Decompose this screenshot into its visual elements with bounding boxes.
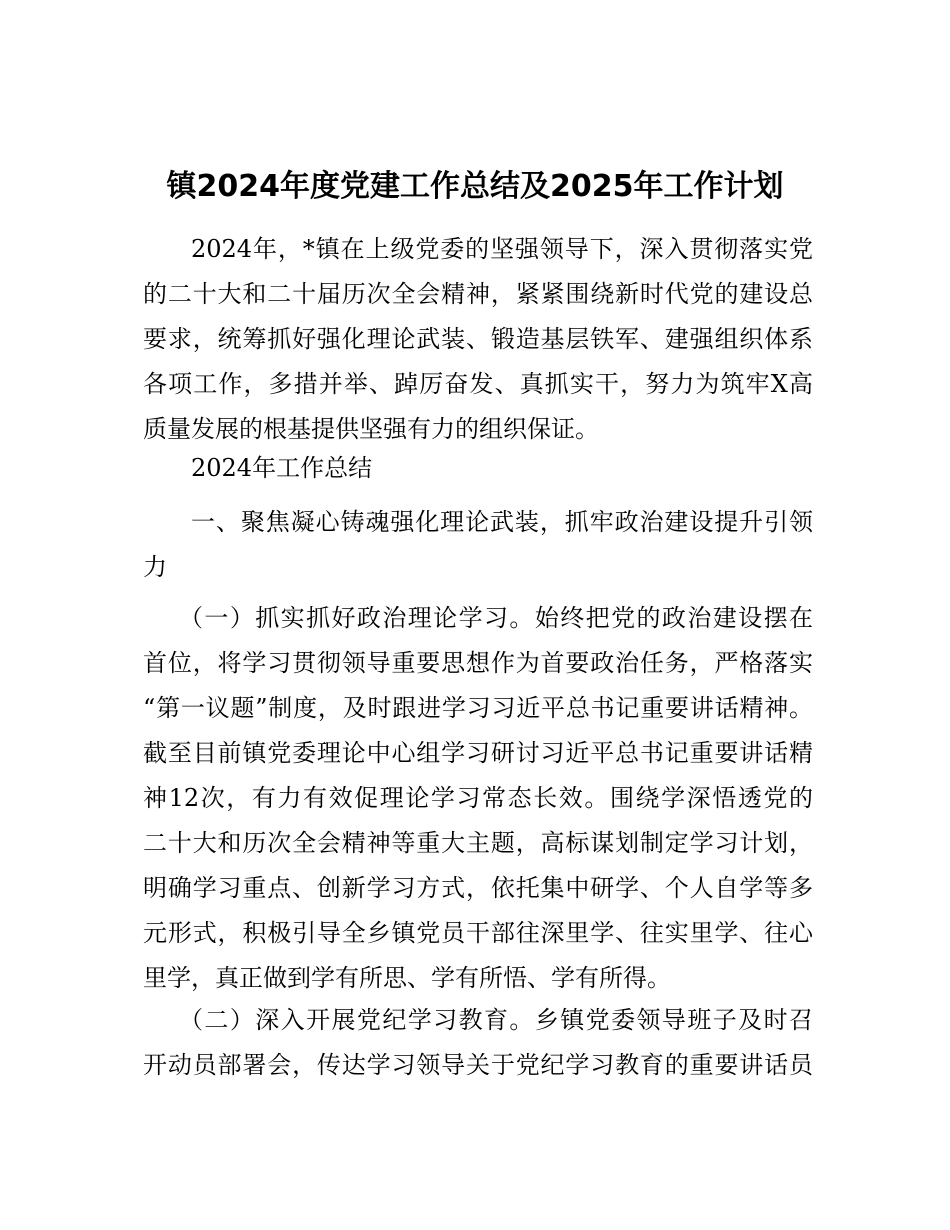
paragraph-line: 元形式，积极引导全乡镇党员干部往深里学、往实里学、往心	[143, 919, 813, 947]
paragraph-line: 质量发展的根基提供坚强有力的组织保证。	[143, 415, 599, 443]
heading-line: 力	[143, 553, 167, 581]
paragraph-line: 里学，真正做到学有所思、学有所悟、学有所得。	[143, 964, 671, 992]
paragraph-line: 2024年，*镇在上级党委的坚强领导下，深入贯彻落实党	[191, 235, 813, 263]
heading-line: 2024年工作总结	[191, 454, 373, 482]
document-title: 镇2024年度党建工作总结及2025年工作计划	[166, 169, 784, 204]
paragraph-line: “第一议题”制度，及时跟进学习习近平总书记重要讲话精神。	[143, 694, 813, 722]
paragraph-line: 神12次，有力有效促理论学习常态长效。围绕学深悟透党的	[143, 784, 813, 812]
subsection-paragraph-1	[143, 596, 813, 1001]
paragraph-line: （一）抓实抓好政治理论学习。始终把党的政治建设摆在	[179, 604, 813, 632]
subsection-paragraph-2	[143, 998, 813, 1088]
paragraph-line: 首位，将学习贯彻领导重要思想作为首要政治任务，严格落实	[143, 649, 813, 677]
paragraph-line: 的二十大和二十届历次全会精神，紧紧围绕新时代党的建设总	[143, 280, 813, 308]
heading-line: 一、聚焦凝心铸魂强化理论武装，抓牢政治建设提升引领	[191, 508, 813, 536]
paragraph-line: 明确学习重点、创新学习方式，依托集中研学、个人自学等多	[143, 874, 813, 902]
paragraph-line: 开动员部署会，传达学习领导关于党纪学习教育的重要讲话员	[143, 1051, 813, 1079]
paragraph-line: 各项工作，多措并举、踔厉奋发、真抓实干，努力为筑牢X高	[143, 370, 813, 398]
paragraph-line: 截至目前镇党委理论中心组学习研讨习近平总书记重要讲话精	[143, 739, 813, 767]
paragraph-line: 要求，统筹抓好强化理论武装、锻造基层铁军、建强组织体系	[143, 325, 813, 353]
paragraph-line: 二十大和历次全会精神等重大主题，高标谋划制定学习计划，	[143, 829, 813, 857]
paragraph-line: （二）深入开展党纪学习教育。乡镇党委领导班子及时召	[179, 1006, 813, 1034]
summary-heading	[143, 446, 813, 491]
section-heading-1	[143, 500, 813, 590]
intro-paragraph	[143, 227, 813, 452]
